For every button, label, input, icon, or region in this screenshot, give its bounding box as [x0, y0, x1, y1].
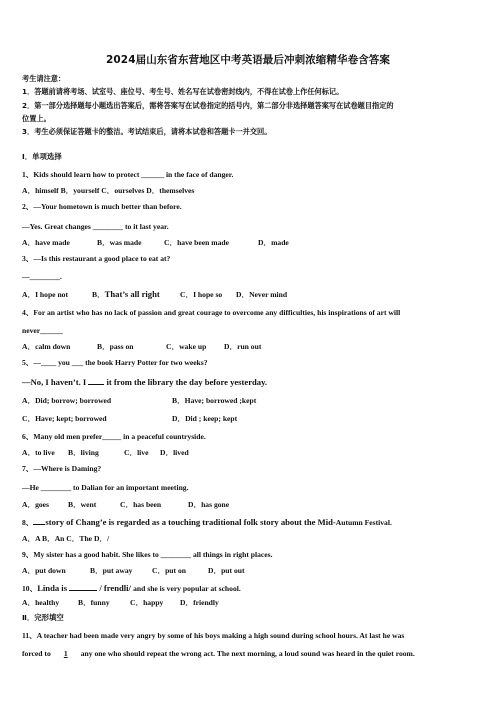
blank-number: 1 [63, 649, 68, 658]
question-3-stem2: —________. [22, 272, 62, 281]
answer-blank [88, 376, 104, 385]
question-1-options: A．himself B．yourself C．ourselves D．themselves [22, 186, 195, 195]
stem-text: story of Chang’e is regarded as a touching traditional folk story about the Mid- [45, 517, 336, 527]
option-a: A．calm down [22, 342, 71, 351]
question-4-stem2: never______ [22, 326, 63, 335]
option-c: C．happy [130, 598, 164, 607]
section-heading: Ⅱ．完形填空 [22, 613, 64, 622]
option-d: D．lived [160, 448, 189, 457]
question-number: 8、 [22, 518, 34, 527]
option-c: C．I hope so [180, 290, 223, 299]
option-d: D．has gone [188, 500, 230, 509]
notice-item: 位置上。 [22, 113, 51, 123]
stem-text: it from the library the day before yesterday. [104, 377, 268, 387]
question-4-stem: 4、For an artist who has no lack of passion and great courage to overcome any difficulties, his inspirations of art will [22, 308, 401, 317]
notice-item: 1．答题前请将考场、试室号、座位号、考生号、姓名写在试卷密封线内，不得在试卷上作任何标记。 [22, 87, 344, 97]
question-1-stem: 1、Kids should learn how to protect ______ in the face of danger. [22, 170, 234, 179]
question-8-options: A．A B．An C．The D．/ [22, 534, 110, 543]
notice-block [22, 72, 478, 138]
option-b: B．went [68, 500, 97, 509]
option-c: C．wake up [166, 342, 207, 351]
option-d: D．made [258, 238, 289, 247]
answer-blank [69, 582, 97, 591]
stem-text: any one who should repeat the wrong act. The next morning, a loud sound was heard in the quiet room. [80, 649, 415, 658]
question-2-stem2: —Yes. Great changes ________ to it last year. [22, 222, 169, 231]
option-c: C．live [124, 448, 149, 457]
section-heading: Ⅰ．单项选择 [22, 152, 62, 161]
question-5-stem: 5、—____ you ___ the book Harry Potter for two weeks? [22, 358, 208, 367]
option-a: A．to live [22, 448, 55, 457]
option-b: B．was made [97, 238, 142, 247]
stem-text: Autumn Festival. [335, 518, 392, 527]
numbered-blank [51, 649, 81, 658]
option-b [92, 290, 160, 299]
question-11-line1: 11、A teacher had been made very angry by some of his boys making a high sound during school hours. At last he was [22, 631, 405, 640]
option-d: D．run out [224, 342, 262, 351]
question-10-stem [22, 582, 241, 593]
question-number: 10、 [22, 584, 38, 593]
notice-item: 2．第一部分选择题每小题选出答案后，需将答案写在试卷指定的括号内，第二部分非选择题答案写在试卷题目指定的 [22, 100, 394, 110]
stem-text: forced to [22, 649, 51, 658]
option-d: D．put out [208, 566, 245, 575]
question-2-stem: 2、—Your hometown is much better than before. [22, 202, 182, 211]
option-c: C．have been made [164, 238, 229, 247]
option-b-text: That’s all right [104, 289, 160, 299]
notice-heading: 考生请注意： [22, 74, 66, 83]
option-a: A．goes [22, 500, 49, 509]
question-7-stem: 7、—Where is Daming? [22, 464, 102, 473]
option-a: A．Did; borrow; borrowed [22, 396, 112, 405]
notice-item: 3．考生必须保证答题卡的整洁。考试结束后，请将本试卷和答题卡一并交回。 [22, 127, 272, 137]
page-title: 2024届山东省东营地区中考英语最后冲刺浓缩精华卷含答案 [105, 54, 391, 66]
option-d: D．Did ; keep; kept [172, 414, 238, 423]
question-9-stem: 9、My sister has a good habit. She likes to ________ all things in right places. [22, 550, 273, 559]
answer-blank [33, 516, 45, 525]
option-a: A．have made [22, 238, 70, 247]
question-8-stem [22, 516, 392, 527]
option-a: A．put down [22, 566, 66, 575]
option-c: C．put on [152, 566, 186, 575]
question-11-line2 [22, 649, 415, 658]
option-a: A．I hope not [22, 290, 68, 299]
question-5-stem2 [22, 376, 267, 387]
phonetic-text: / frendli/ [97, 583, 134, 593]
option-a: A．healthy [22, 598, 60, 607]
stem-text: Linda is [37, 583, 70, 593]
option-c: C．Have; kept; borrowed [22, 414, 107, 423]
question-3-stem: 3、—Is this restaurant a good place to eat at? [22, 254, 171, 263]
stem-text: —No, I haven’t. I [22, 377, 89, 387]
option-b: B．living [68, 448, 99, 457]
option-b: B．pass on [97, 342, 134, 351]
option-d: D．Never mind [236, 290, 288, 299]
option-b: B．put away [90, 566, 133, 575]
question-6-stem: 6、Many old men prefer_____ in a peaceful countryside. [22, 432, 206, 441]
stem-text: and she is very popular at school. [133, 584, 241, 593]
option-b: B．funny [78, 598, 110, 607]
option-b: B．Have; borrowed ;kept [172, 396, 257, 405]
question-7-stem2: —He ________ to Dalian for an important meeting. [22, 483, 189, 492]
option-letter: B． [92, 290, 105, 299]
option-c: C．has been [120, 500, 162, 509]
option-d: D．friendly [180, 598, 219, 607]
